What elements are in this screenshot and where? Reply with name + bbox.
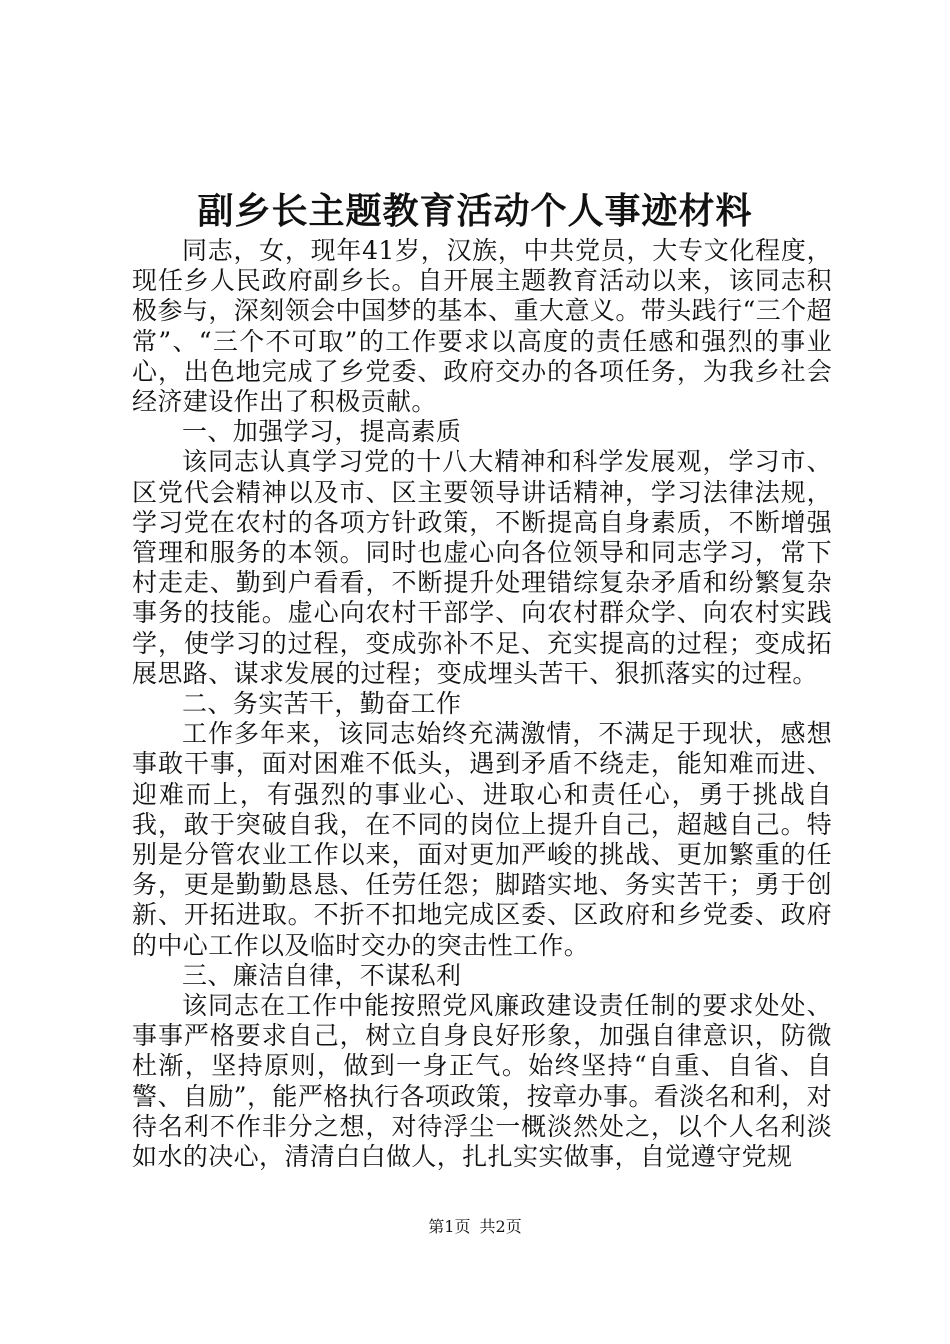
paragraph-work: 工作多年来，该同志始终充满激情，不满足于现状，感想事敢干事，面对困难不低头，遇到矛盾不绕走，能知难而进、迎难而上，有强烈的事业心、进取心和责任心，勇于挑战自我，敢于突破自我，在不同的岗位上提升自己，超越自己。特别是分管农业工作以来，面对更加严峻的挑战、更加繁重的任务，更是勤勤恳恳、任劳任怨；脚踏实地、务实苦干；勇于创新、开拓进取。不折不扣地完成区委、区政府和乡党委、政府的中心工作以及临时交办的突击性工作。 [132,719,832,960]
document-title: 副乡长主题教育活动个人事迹材料 [197,190,753,232]
paragraph-intro: 同志，女，现年41岁，汉族，中共党员，大专文化程度，现任乡人民政府副乡长。自开展主题教育活动以来，该同志积极参与，深刻领会中国梦的基本、重大意义。带头践行“三个超常”、“三个不可取”的工作要求以高度的责任感和强烈的事业心，出色地完成了乡党委、政府交办的各项任务，为我乡社会经济建设作出了积极贡献。 [132,236,832,417]
section-heading-3: 三、廉洁自律，不谋私利 [182,960,462,990]
document-body [132,236,832,1172]
page-total: 共2页 [479,1217,522,1236]
page-footer [0,1215,950,1239]
page-number: 第1页 [428,1217,471,1236]
section-heading-2: 二、务实苦干，勤奋工作 [182,689,462,719]
paragraph-integrity: 该同志在工作中能按照党风廉政建设责任制的要求处处、事事严格要求自己，树立自身良好形象，加强自律意识，防微杜渐，坚持原则，做到一身正气。始终坚持“自重、自省、自警、自励”，能严格执行各项政策，按章办事。看淡名和利，对待名利不作非分之想，对待浮尘一概淡然处之，以个人名利淡如水的决心，清清白白做人，扎扎实实做事，自觉遵守党规 [132,991,832,1172]
section-heading-1: 一、加强学习，提高素质 [182,417,462,447]
paragraph-study: 该同志认真学习党的十八大精神和科学发展观，学习市、区党代会精神以及市、区主要领导讲话精神，学习法律法规，学习党在农村的各项方针政策，不断提高自身素质，不断增强管理和服务的本领。同时也虚心向各位领导和同志学习，常下村走走、勤到户看看，不断提升处理错综复杂矛盾和纷繁复杂事务的技能。虚心向农村干部学、向农村群众学、向农村实践学，使学习的过程，变成弥补不足、充实提高的过程；变成拓展思路、谋求发展的过程；变成埋头苦干、狠抓落实的过程。 [132,447,832,688]
